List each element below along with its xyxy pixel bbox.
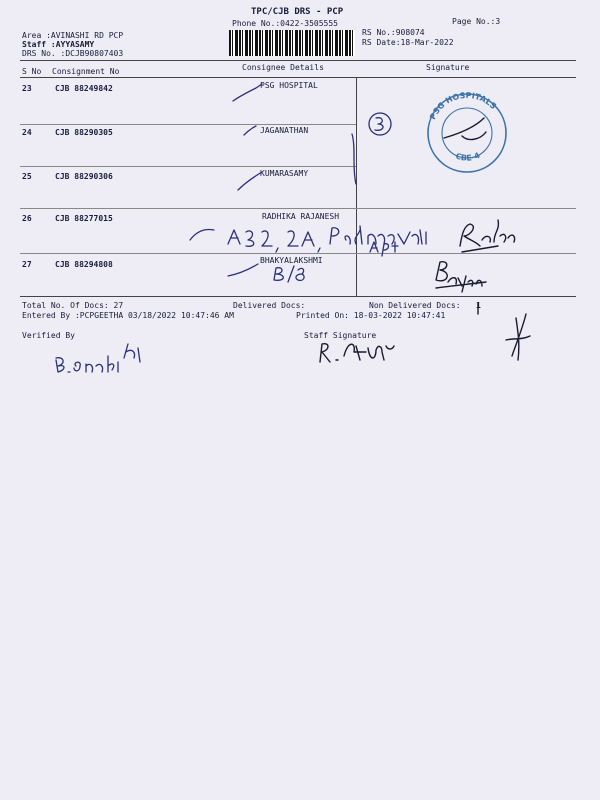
row-consignee: RADHIKA RAJANESH <box>262 212 340 221</box>
entered-by: Entered By :PCPGEETHA 03/18/2022 10:47:46 AM <box>22 311 234 320</box>
row-consignment-no: CJB 88290305 <box>55 128 113 137</box>
printed-on: Printed On: 18-03-2022 10:47:41 <box>296 311 446 320</box>
col-consignment: Consignment No <box>52 67 120 76</box>
row-sno: 23 <box>22 84 32 93</box>
pen-stroke-icon <box>352 134 356 184</box>
svg-text:CBE-4 <box>454 151 481 163</box>
stamp-text-bottom: CBE-4 <box>454 150 482 163</box>
staff-label: Staff :AYYASAMY <box>22 40 95 49</box>
row-consignment-no: CJB 88290306 <box>55 172 113 181</box>
row-consignee: PSG HOSPITAL <box>260 81 318 90</box>
phone-number: Phone No.:0422-3505555 <box>232 19 338 28</box>
non-delivered-count: 1 <box>476 301 481 310</box>
check-mark-icon <box>228 264 258 276</box>
row-sno: 24 <box>22 128 32 137</box>
row-consignee: BHAKYALAKSHMI <box>260 256 323 265</box>
row-consignee: JAGANATHAN <box>260 126 309 135</box>
document-title: TPC/CJB DRS - PCP <box>251 7 344 17</box>
rs-date: RS Date:18-Mar-2022 <box>362 38 454 47</box>
rs-number: RS No.:908074 <box>362 28 425 37</box>
svg-text:PSG HOSPITALS <box>428 91 498 121</box>
cross-mark-icon <box>506 314 530 360</box>
total-docs: Total No. Of Docs: 27 <box>22 301 124 310</box>
check-mark-icon <box>238 172 262 190</box>
staff-signature-label: Staff Signature <box>304 331 377 340</box>
row-consignment-no: CJB 88277015 <box>55 214 113 223</box>
row-consignment-no: CJB 88294808 <box>55 260 113 269</box>
area-label: Area :AVINASHI RD PCP <box>22 31 124 40</box>
stamp-text-top: PSG HOSPITALS <box>428 90 498 121</box>
page-number: Page No.:3 <box>452 17 501 26</box>
row-sno: 27 <box>22 260 32 269</box>
row-consignment-no: CJB 88249842 <box>55 84 113 93</box>
col-consignee: Consignee Details <box>242 63 324 72</box>
row-sno: 25 <box>22 172 32 181</box>
col-signature: Signature <box>426 63 470 72</box>
verified-by-label: Verified By <box>22 331 75 340</box>
drs-number: DRS No. :DCJB90807403 <box>22 49 124 58</box>
col-sno: S No <box>22 67 42 76</box>
hospital-stamp <box>422 88 512 178</box>
check-mark-icon <box>244 126 256 135</box>
row-sno: 26 <box>22 214 32 223</box>
check-mark-icon <box>233 84 262 101</box>
row-consignee: KUMARASAMY <box>260 169 309 178</box>
delivered-docs: Delivered Docs: <box>233 301 306 310</box>
non-delivered-docs: Non Delivered Docs: <box>369 301 461 310</box>
